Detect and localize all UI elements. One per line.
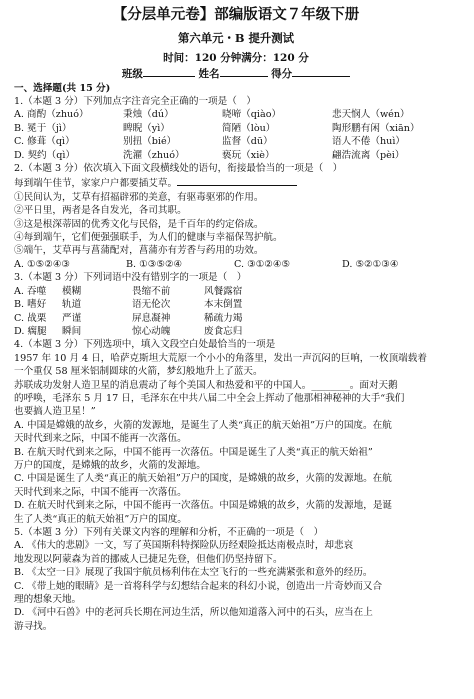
- q1-c-4: 语人不倦（huì）: [332, 136, 405, 148]
- question-4-passage: 的呼唤，毛泽东 5 月 17 日，毛泽东在中共八届二中全会上挥动了他那相神秘神的大手“我们: [14, 392, 405, 404]
- question-3-option-row: [14, 298, 458, 311]
- student-info-line: [14, 66, 458, 82]
- q1-d-4: 翩浩流离（pèi）: [332, 149, 405, 161]
- q3-d-1[interactable]: D. 瘸腿: [14, 325, 47, 337]
- section-heading: 一、选择题(共 15 分): [14, 83, 111, 94]
- q1-b-3: 简陋（lòu）: [222, 122, 276, 134]
- question-4-passage: 也要搞人造卫星！”: [14, 406, 96, 418]
- q3-a-3: 畏缩不前: [132, 285, 171, 297]
- question-2-sentence: ⑤端午，艾草再与菖蒲配对，菖蒲亦有芳香与药用的功效。: [14, 245, 264, 257]
- question-4-option: 万户的国度，是嫦娥的故乡，火箭的发源地。: [14, 459, 206, 471]
- score-label: 得分: [271, 68, 293, 80]
- question-5-option[interactable]: C. 《带上她的眼睛》是一首将科学与幻想结合起来的科幻小说，创造出一片奇妙而又合: [14, 580, 383, 592]
- q3-c-3: 屏息凝神: [132, 312, 171, 324]
- q3-b-4: 本末倒置: [204, 299, 243, 311]
- q3-c-2: 严谨: [62, 312, 82, 324]
- q2-option-b[interactable]: B. ①③⑤②④: [126, 258, 183, 270]
- question-4-option[interactable]: D. 在航天时代到来之际，中国不能再一次落伍。中国是嫦娥的故乡，火箭的发源地，是诞: [14, 500, 393, 512]
- q1-a-4: 悲天悯人（wén）: [332, 109, 410, 121]
- answer-blank[interactable]: [177, 175, 297, 186]
- name-label: 姓名: [198, 68, 220, 80]
- question-2-sentence: ②平日里，两者是各自发光，各司其职。: [14, 205, 187, 217]
- question-4-option: 生了人类“真正的航天始祖”万户的国度。: [14, 513, 187, 525]
- q1-a-1: A. 商酌（zhuó）: [14, 109, 89, 121]
- question-5-option: 地发现以阿蒙森为首的挪威人已捷足先登，但他们仍坚持留下。: [14, 553, 283, 565]
- q2-option-d[interactable]: D. ⑤②①③④: [342, 258, 399, 270]
- q1-c-2: 别扭（bié）: [123, 136, 177, 148]
- question-4-passage: 一个重仅 58 厘米铝制圆球的火箭，梦幻般地升上了蓝天。: [14, 366, 263, 378]
- question-4-stem: 4.（本题 3 分）下列选项中，填入文段空白处最恰当的一项是: [14, 339, 276, 351]
- q2-option-c[interactable]: C. ③①②④⑤: [234, 258, 291, 270]
- test-subtitle: 第六单元・B 提升测试: [177, 31, 295, 45]
- q3-d-2: 瞬间: [62, 325, 82, 337]
- score-blank[interactable]: [292, 66, 350, 77]
- q1-b-1: B. 冕于（jì）: [14, 122, 72, 134]
- question-1-option-row: [14, 135, 458, 148]
- q3-d-4: 废食忘归: [204, 325, 243, 337]
- question-5-option[interactable]: A. 《伟大的悲剧》一文，写了英国斯科特探险队历经艰险抵达南极点时，却悲哀: [14, 540, 354, 552]
- question-2-stem: 2.（本题 3 分）依次填入下面文段横线处的语句，衔接最恰当的一项是（ ）: [14, 163, 343, 175]
- question-1-option-row: [14, 108, 458, 121]
- question-1-option-row: [14, 149, 458, 162]
- question-1-stem: 1.（本题 3 分）下列加点字注音完全正确的一项是（ ）: [14, 96, 257, 107]
- q3-c-1[interactable]: C. 战栗: [14, 312, 47, 324]
- q3-b-3: 语无伦次: [132, 299, 171, 311]
- q1-b-2: 睥睨（yì）: [123, 122, 170, 134]
- q3-a-4: 风餐露宿: [204, 285, 243, 297]
- question-2-options: [14, 258, 458, 271]
- question-4-option[interactable]: C. 中国是诞生了人类“真正的航天始祖”万户的国度，是嫦娥的故乡，火箭的发源地。在航: [14, 473, 392, 485]
- q3-b-2: 轨道: [62, 299, 82, 311]
- q1-b-4: 陶形鹏有闲（xiān）: [332, 122, 420, 134]
- question-5-stem: 5.（本题 3 分）下列有关课文内容的理解和分析，不正确的一项是（ ）: [14, 527, 324, 538]
- question-2-sentence: ③这是根深蒂固的优秀文化与民俗，是千百年的约定俗成。: [14, 218, 264, 230]
- q1-d-2: 洗濯（zhuó）: [123, 149, 185, 161]
- time-score-line: 时间：120 分钟满分：120 分: [163, 52, 309, 64]
- page-title: 【分层单元卷】部编版语文７年级下册: [112, 7, 360, 23]
- question-4-option: 天时代到来之际，中国不能再一次落伍。: [14, 433, 187, 445]
- question-3-stem: 3.（本题 3 分）下列词语中没有错别字的一项是（ ）: [14, 272, 247, 284]
- question-3-option-row: [14, 285, 458, 298]
- q3-b-1[interactable]: B. 嗜好: [14, 299, 47, 311]
- question-2-sentence: ①民间认为，艾草有招福辟邪的美意，有驱毒驱邪的作用。: [14, 191, 264, 203]
- question-4-passage: 苏联成功发射人造卫星的消息震动了每个美国人和热爱和平的中国人。________。面对天鹅: [14, 379, 398, 391]
- question-5-option: 游寻找。: [14, 620, 53, 632]
- question-3-option-row: [14, 312, 458, 325]
- question-2-passage-lead: 每到端午佳节，家家户户都要插艾草。: [14, 175, 458, 190]
- question-2-sentence: ④每到端午，它们便强强联手，为人们的健康与幸福保驾护航。: [14, 232, 283, 244]
- q1-c-3: 监督（dū）: [222, 136, 273, 148]
- q3-d-3: 惊心动魄: [132, 325, 171, 337]
- question-5-option[interactable]: D. 《河中石兽》中的老河兵长期在河边生活，所以他知道落入河中的石头，应当在上: [14, 607, 373, 619]
- question-1-option-row: [14, 122, 458, 135]
- class-blank[interactable]: [143, 66, 195, 77]
- q1-d-3: 亵玩（xiè）: [222, 149, 275, 161]
- q3-a-2: 模糊: [62, 285, 82, 297]
- question-4-option: 天时代到来之际，中国不能再一次落伍。: [14, 486, 187, 498]
- q3-c-4: 稀疏力竭: [204, 312, 243, 324]
- q1-c-1: C. 修葺（qì）: [14, 136, 75, 148]
- q1-a-3: 晓啼（qiào）: [222, 109, 282, 121]
- question-4-option[interactable]: B. 在航天时代到来之际，中国不能再一次落伍。中国是诞生了人类“真正的航天始祖”: [14, 446, 373, 458]
- q3-a-1[interactable]: A. 吞噬: [14, 285, 47, 297]
- name-blank[interactable]: [220, 66, 268, 77]
- question-4-option[interactable]: A. 中国是嫦娥的故乡，火箭的发源地，是诞生了人类“真正的航天始祖”万户的国度。在航: [14, 419, 392, 431]
- class-label: 班级: [121, 68, 143, 80]
- question-4-passage: 1957 年 10 月 4 日，哈萨克斯坦大荒原一个小小的角落里，发出一声沉闷的巨响，一枚顶端载着: [14, 352, 427, 364]
- q1-d-1: D. 契约（qì）: [14, 149, 76, 161]
- question-5-option[interactable]: B. 《太空一日》展现了我国宇航员杨利伟在太空飞行的一些充满紧张和意外的经历。: [14, 567, 373, 579]
- q2-option-a[interactable]: A. ①⑤②④③: [14, 258, 71, 270]
- question-5-option: 理的想象天地。: [14, 594, 82, 606]
- q1-a-2: 秉烛（dú）: [123, 109, 174, 121]
- question-3-option-row: [14, 325, 458, 338]
